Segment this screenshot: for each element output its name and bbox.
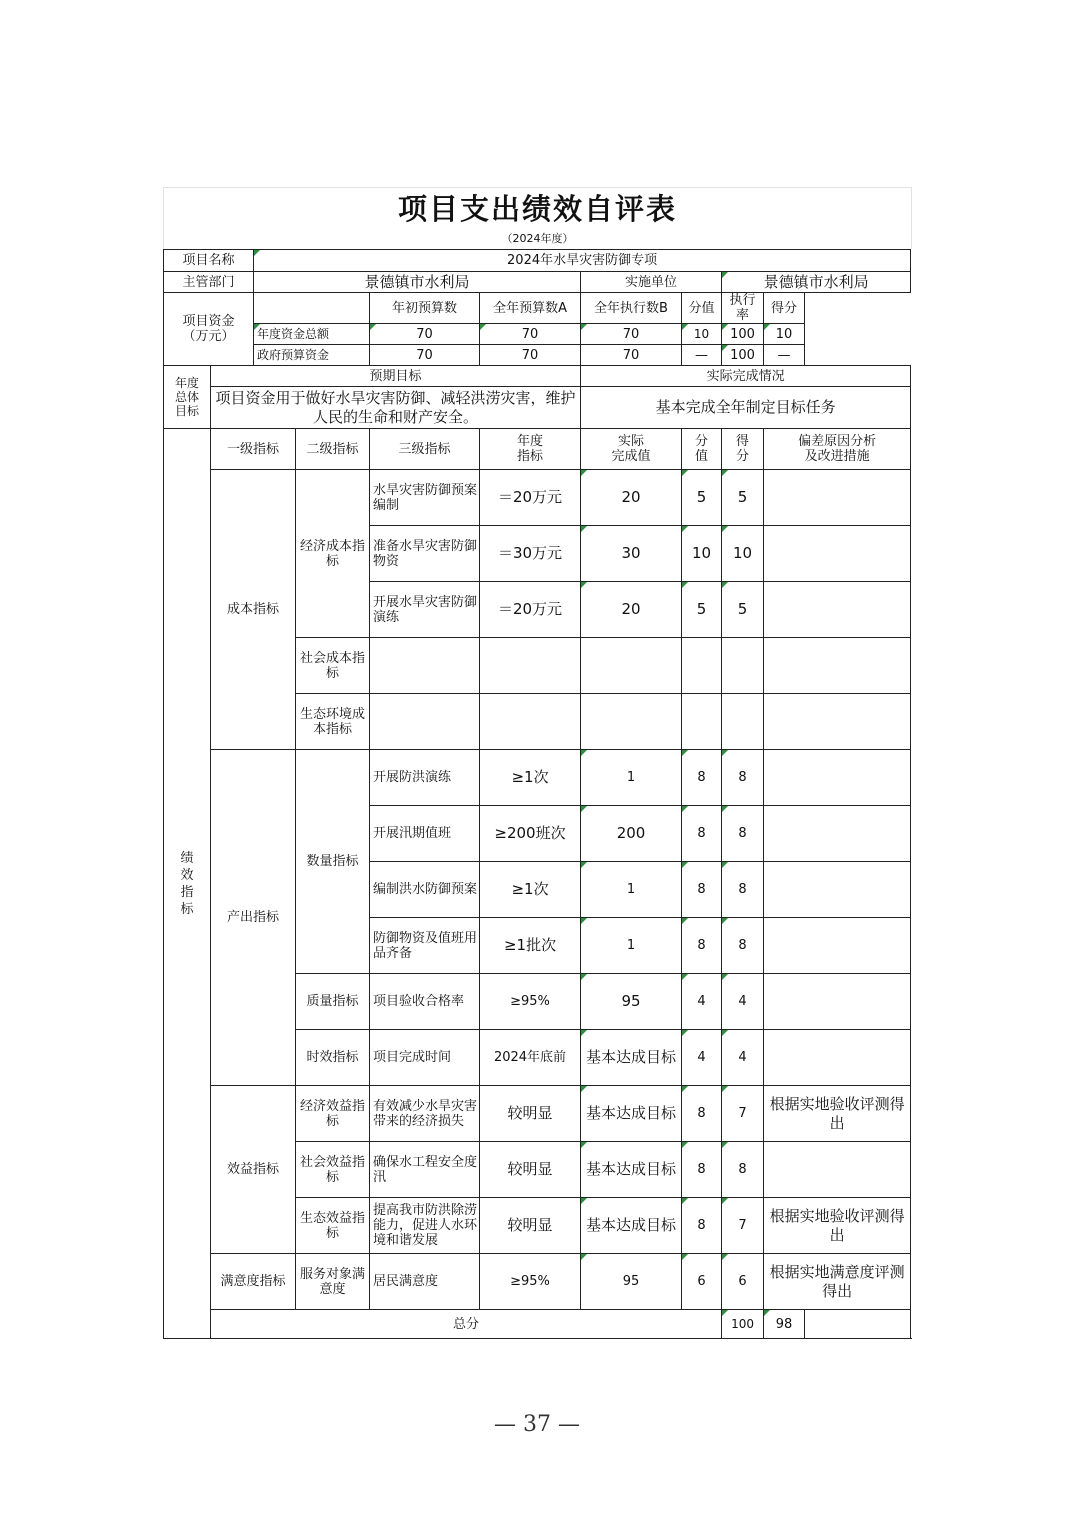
l3-cell: 有效减少水旱灾害带来的经济损失 [370, 1086, 480, 1142]
total-score: 98 [764, 1310, 805, 1339]
weight-cell [682, 694, 722, 750]
target-cell: ≥95% [480, 974, 581, 1030]
score-cell: 7 [722, 1198, 764, 1254]
total-reason [805, 1310, 911, 1339]
weight-cell: 4 [682, 1030, 722, 1086]
fund-exec: 70 [581, 324, 682, 345]
reason-cell [764, 750, 911, 806]
score-cell: 6 [722, 1254, 764, 1310]
weight-cell: 4 [682, 974, 722, 1030]
l3-cell: 确保水工程安全度汛 [370, 1142, 480, 1198]
dept-value: 景德镇市水利局 [254, 272, 581, 293]
l1-benefit: 效益指标 [211, 1086, 296, 1254]
impl-value: 景德镇市水利局 [722, 272, 911, 293]
reason-cell [764, 974, 911, 1030]
l3-cell: 居民满意度 [370, 1254, 480, 1310]
indicators-section-label [164, 429, 211, 1339]
score-cell: 8 [722, 806, 764, 862]
score-cell: 5 [722, 470, 764, 526]
l1-cost: 成本指标 [211, 470, 296, 750]
indicators-section-text: 绩效指标 [180, 850, 194, 917]
actual-cell: 基本达成目标 [581, 1086, 682, 1142]
target-cell: ≥1次 [480, 750, 581, 806]
fund-initial: 70 [370, 324, 480, 345]
expected-goal-text: 项目资金用于做好水旱灾害防御、减轻洪涝灾害，维护人民的生命和财产安全。 [211, 387, 581, 429]
weight-cell: 8 [682, 806, 722, 862]
document-title: 项目支出绩效自评表 [163, 187, 912, 230]
project-name-label: 项目名称 [164, 250, 254, 272]
l2-timeliness: 时效指标 [296, 1030, 370, 1086]
col-rate: 执行率 [722, 293, 764, 324]
col-full-budget: 全年预算数A [480, 293, 581, 324]
l3-cell [370, 694, 480, 750]
target-cell: 较明显 [480, 1198, 581, 1254]
weight-cell: 10 [682, 526, 722, 582]
l3-cell: 开展防洪演练 [370, 750, 480, 806]
score-cell: 4 [722, 1030, 764, 1086]
target-cell: ≥200班次 [480, 806, 581, 862]
fund-weight: — [682, 345, 722, 366]
fund-row-label: 政府预算资金 [254, 345, 370, 366]
actual-cell: 基本达成目标 [581, 1030, 682, 1086]
evaluation-table [163, 249, 911, 1339]
fund-full: 70 [480, 345, 581, 366]
weight-cell: 8 [682, 862, 722, 918]
expected-goal-label: 预期目标 [211, 366, 581, 387]
score-cell: 8 [722, 1142, 764, 1198]
page-number: — 37 — [494, 1412, 580, 1437]
score-cell: 10 [722, 526, 764, 582]
reason-cell: 根据实地满意度评测得出 [764, 1254, 911, 1310]
reason-cell [764, 1142, 911, 1198]
actual-status-text: 基本完成全年制定目标任务 [581, 387, 911, 429]
l3-cell: 水旱灾害防御预案编制 [370, 470, 480, 526]
weight-cell: 8 [682, 1198, 722, 1254]
evaluation-sheet [163, 187, 910, 1336]
reason-cell [764, 526, 911, 582]
fund-exec: 70 [581, 345, 682, 366]
actual-cell: 20 [581, 582, 682, 638]
reason-cell: 根据实地验收评测得出 [764, 1198, 911, 1254]
actual-cell [581, 694, 682, 750]
l3-cell [370, 638, 480, 694]
fund-score: — [764, 345, 805, 366]
l3-cell: 项目验收合格率 [370, 974, 480, 1030]
l3-cell: 提高我市防洪除涝能力，促进人水环境和谐发展 [370, 1198, 480, 1254]
target-cell: 较明显 [480, 1142, 581, 1198]
col-exec: 全年执行数B [581, 293, 682, 324]
score-cell: 8 [722, 862, 764, 918]
fund-rate: 100 [722, 345, 764, 366]
weight-cell: 8 [682, 1086, 722, 1142]
l3-cell: 开展水旱灾害防御演练 [370, 582, 480, 638]
reason-cell [764, 806, 911, 862]
reason-cell [764, 918, 911, 974]
target-cell: ≥1批次 [480, 918, 581, 974]
score-cell: 8 [722, 918, 764, 974]
l2-eco-cost: 生态环境成本指标 [296, 694, 370, 750]
l2-social-benefit: 社会效益指标 [296, 1142, 370, 1198]
l3-cell: 编制洪水防御预案 [370, 862, 480, 918]
target-cell: ＝20万元 [480, 470, 581, 526]
fund-rate: 100 [722, 324, 764, 345]
col-actual: 实际 完成值 [581, 429, 682, 470]
weight-cell: 8 [682, 918, 722, 974]
target-cell [480, 638, 581, 694]
col-ind-weight: 分 值 [682, 429, 722, 470]
target-cell: 2024年底前 [480, 1030, 581, 1086]
l2-quality: 质量指标 [296, 974, 370, 1030]
col-ind-score: 得 分 [722, 429, 764, 470]
reason-cell [764, 582, 911, 638]
score-cell: 4 [722, 974, 764, 1030]
reason-cell [764, 638, 911, 694]
year-note: （2024年度） [163, 229, 912, 249]
col-reason: 偏差原因分析 及改进措施 [764, 429, 911, 470]
weight-cell: 5 [682, 470, 722, 526]
target-cell: ＝30万元 [480, 526, 581, 582]
actual-cell: 95 [581, 1254, 682, 1310]
col-weight: 分值 [682, 293, 722, 324]
funds-label: 项目资金 （万元） [164, 293, 254, 366]
actual-cell: 20 [581, 470, 682, 526]
score-cell [722, 638, 764, 694]
actual-cell: 1 [581, 918, 682, 974]
fund-row-label: 年度资金总额 [254, 324, 370, 345]
score-cell: 7 [722, 1086, 764, 1142]
actual-cell [581, 638, 682, 694]
impl-label: 实施单位 [581, 272, 722, 293]
reason-cell [764, 470, 911, 526]
weight-cell: 8 [682, 750, 722, 806]
l3-cell: 开展汛期值班 [370, 806, 480, 862]
weight-cell: 6 [682, 1254, 722, 1310]
target-cell: ≥1次 [480, 862, 581, 918]
target-cell: ＝20万元 [480, 582, 581, 638]
actual-cell: 1 [581, 750, 682, 806]
l1-satisfaction: 满意度指标 [211, 1254, 296, 1310]
l2-social-cost: 社会成本指标 [296, 638, 370, 694]
fund-score: 10 [764, 324, 805, 345]
weight-cell [682, 638, 722, 694]
col-score: 得分 [764, 293, 805, 324]
fund-initial: 70 [370, 345, 480, 366]
l2-quantity: 数量指标 [296, 750, 370, 974]
funds-header-blank [254, 293, 370, 324]
score-cell: 5 [722, 582, 764, 638]
l2-eco-benefit: 生态效益指标 [296, 1198, 370, 1254]
total-weight: 100 [722, 1310, 764, 1339]
actual-cell: 基本达成目标 [581, 1198, 682, 1254]
l2-econ-cost: 经济成本指标 [296, 470, 370, 638]
score-cell [722, 694, 764, 750]
weight-cell: 5 [682, 582, 722, 638]
col-target: 年度 指标 [480, 429, 581, 470]
l3-cell: 防御物资及值班用品齐备 [370, 918, 480, 974]
weight-cell: 8 [682, 1142, 722, 1198]
target-cell: ≥95% [480, 1254, 581, 1310]
fund-weight: 10 [682, 324, 722, 345]
actual-cell: 基本达成目标 [581, 1142, 682, 1198]
actual-status-label: 实际完成情况 [581, 366, 911, 387]
l3-cell: 准备水旱灾害防御物资 [370, 526, 480, 582]
actual-cell: 30 [581, 526, 682, 582]
fund-full: 70 [480, 324, 581, 345]
score-cell: 8 [722, 750, 764, 806]
actual-cell: 200 [581, 806, 682, 862]
col-l3: 三级指标 [370, 429, 480, 470]
l1-output: 产出指标 [211, 750, 296, 1086]
reason-cell [764, 1030, 911, 1086]
goals-label: 年度 总体 目标 [164, 366, 211, 429]
col-initial-budget: 年初预算数 [370, 293, 480, 324]
project-name-value: 2024年水旱灾害防御专项 [254, 250, 911, 272]
target-cell [480, 694, 581, 750]
target-cell: 较明显 [480, 1086, 581, 1142]
col-l1: 一级指标 [211, 429, 296, 470]
actual-cell: 1 [581, 862, 682, 918]
l2-econ-benefit: 经济效益指标 [296, 1086, 370, 1142]
actual-cell: 95 [581, 974, 682, 1030]
reason-cell [764, 694, 911, 750]
dept-label: 主管部门 [164, 272, 254, 293]
total-label: 总分 [211, 1310, 722, 1339]
col-l2: 二级指标 [296, 429, 370, 470]
reason-cell: 根据实地验收评测得出 [764, 1086, 911, 1142]
l3-cell: 项目完成时间 [370, 1030, 480, 1086]
l2-service: 服务对象满意度 [296, 1254, 370, 1310]
reason-cell [764, 862, 911, 918]
